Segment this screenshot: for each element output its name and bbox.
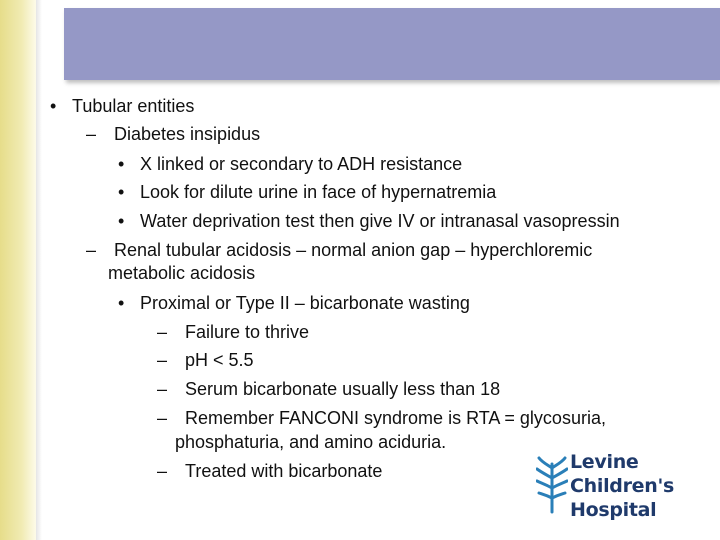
bullet-text: Treated with bicarbonate (185, 461, 383, 481)
bullet-marker: • (118, 182, 125, 202)
bullet-level2 (86, 239, 592, 261)
bullet-level4 (157, 321, 309, 343)
dash-marker: – (157, 461, 168, 481)
bullet-marker: • (118, 211, 125, 231)
bullet-level3 (118, 153, 462, 175)
bullet-text: Look for dilute urine in face of hypernatremia (140, 182, 497, 202)
logo-wordmark (570, 450, 674, 522)
bullet-text: Renal tubular acidosis – normal anion gap – hyperchloremic (114, 240, 593, 260)
dash-marker: – (157, 322, 168, 342)
bullet-text: Proximal or Type II – bicarbonate wasting (140, 293, 470, 313)
bullet-continuation: metabolic acidosis (108, 263, 256, 283)
hospital-logo (532, 450, 702, 522)
bullet-marker: • (118, 293, 125, 313)
bullet-level4 (157, 407, 606, 429)
bullet-level4 (157, 349, 254, 371)
bullet-text: Remember FANCONI syndrome is RTA = glycosuria, (185, 408, 606, 428)
bullet-level3 (118, 210, 620, 232)
bullet-marker: • (118, 154, 125, 174)
bullet-level1 (50, 95, 194, 117)
bullet-level2 (86, 123, 260, 145)
bullet-text: Water deprivation test then give IV or intranasal vasopressin (140, 211, 620, 231)
bullet-text: Diabetes insipidus (114, 124, 261, 144)
dash-marker: – (157, 379, 168, 399)
logo-line-childrens: Children's (570, 475, 675, 497)
dash-marker: – (86, 124, 97, 144)
bullet-text: Serum bicarbonate usually less than 18 (185, 379, 501, 399)
dash-marker: – (157, 350, 168, 370)
bullet-level4 (157, 460, 382, 482)
bullet-level3 (118, 292, 470, 314)
logo-line-levine: Levine (570, 451, 639, 473)
tree-icon (536, 454, 568, 516)
bullet-text: X linked or secondary to ADH resistance (140, 154, 463, 174)
bullet-level3 (118, 181, 496, 203)
bullet-level4 (157, 378, 500, 400)
bullet-marker: • (50, 96, 57, 116)
logo-line-hospital: Hospital (570, 499, 657, 521)
dash-marker: – (86, 240, 97, 260)
bullet-text: pH < 5.5 (185, 350, 254, 370)
dash-marker: – (157, 408, 168, 428)
bullet-continuation: phosphaturia, and amino aciduria. (175, 432, 447, 452)
bullet-text: Failure to thrive (185, 322, 310, 342)
bullet-text: Tubular entities (72, 96, 195, 116)
